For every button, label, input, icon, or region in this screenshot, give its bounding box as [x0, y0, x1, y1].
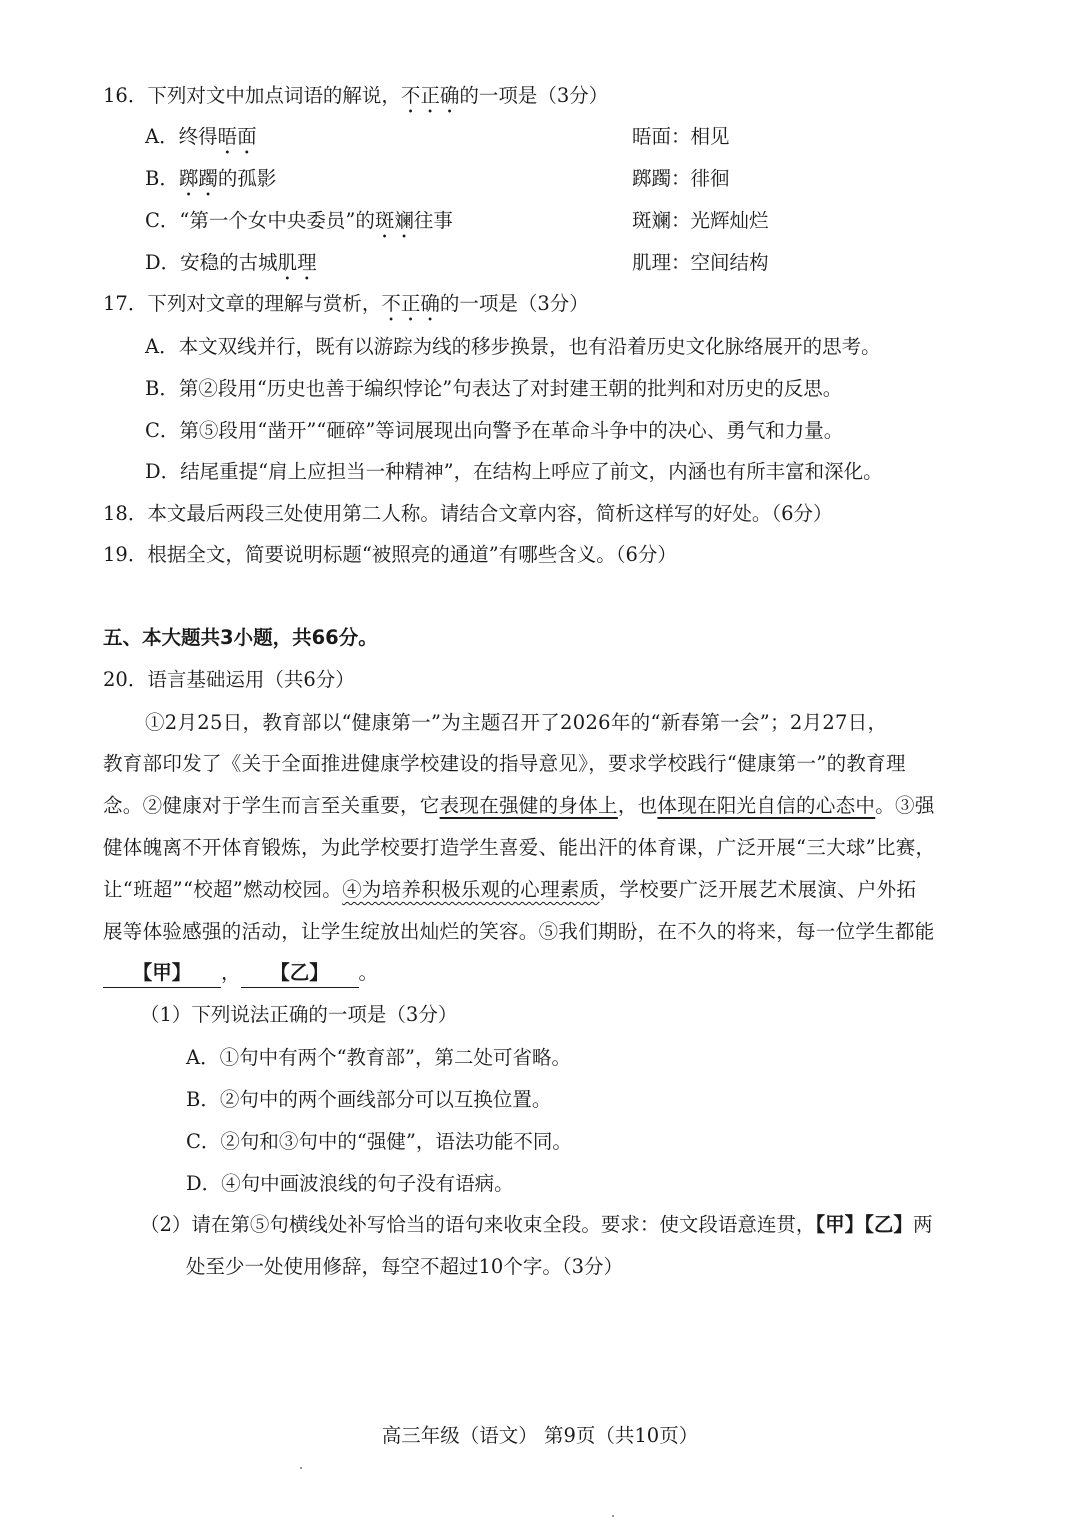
blank-jia: 【甲】	[103, 959, 221, 988]
q20-passage-line-2: 教育部印发了《关于全面推进健康学校建设的指导意见》，要求学校践行“健康第一”的教育理	[103, 752, 906, 775]
scan-speck	[300, 1467, 302, 1469]
q20-passage-line-3	[103, 792, 935, 820]
q16-option-d-gloss: 肌理：空间结构	[632, 251, 769, 274]
q17-option-c: C．第⑤段用“凿开”“砸碎”等词展现出向警予在革命斗争中的决心、勇气和力量。	[145, 419, 844, 442]
q20-passage-line-1: ①2月25日，教育部以“健康第一”为主题召开了2026年的“新春第一会”；2月27日，	[145, 711, 888, 734]
option-dotted-word: 晤面	[217, 125, 257, 148]
blank-yi: 【乙】	[241, 959, 359, 988]
q16-stem-text: 16．下列对文中加点词语的解说，	[103, 84, 401, 107]
q20-sub1-option-d: D．④句中画波浪线的句子没有语病。	[186, 1172, 514, 1195]
q20-sub1-stem: （1）下列说法正确的一项是（3分）	[140, 1003, 458, 1026]
q16-stem-tail: 的一项是（3分）	[459, 84, 609, 107]
option-dotted-word: 斑斓	[374, 209, 414, 232]
section-heading: 五、本大题共3小题，共66分。	[103, 626, 378, 649]
q20-sub2-line-1	[140, 1211, 932, 1239]
q17-stem-tail: 的一项是（3分）	[439, 292, 589, 315]
q16-option-c-gloss: 斑斓：光辉灿烂	[632, 209, 769, 232]
q17-option-b: B．第②段用“历史也善于编织悖论”句表达了对封建王朝的批判和对历史的反思。	[145, 377, 843, 400]
underlined-phrase-2: 体现在阳光自信的心态中	[657, 794, 876, 817]
option-text: D．安稳的古城	[145, 251, 278, 274]
q19: 19．根据全文，简要说明标题“被照亮的通道”有哪些含义。（6分）	[103, 543, 677, 566]
q17-option-d: D．结尾重提“肩上应担当一种精神”，在结构上呼应了前文，内涵也有所丰富和深化。	[145, 460, 883, 483]
sub2-text: （2）请在第⑤句横线处补写恰当的语句来收束全段。要求：使文段语意连贯，	[140, 1213, 816, 1236]
q20-passage-line-4: 健体魄离不开体育锻炼，为此学校要打造学生喜爱、能出汗的体育课，广泛开展“三大球”比赛，	[103, 836, 936, 859]
q18: 18．本文最后两段三处使用第二人称。请结合文章内容，简析这样写的好处。（6分）	[103, 502, 833, 525]
q20-passage-line-5	[103, 876, 916, 904]
q16-stem	[103, 82, 608, 118]
q20-blanks	[103, 959, 378, 988]
q20-sub1-option-b: B．②句中的两个画线部分可以互换位置。	[186, 1088, 552, 1111]
q20-sub1-option-c: C．②句和③句中的“强健”，语法功能不同。	[186, 1130, 572, 1153]
page-footer: 高三年级（语文） 第9页（共10页）	[381, 1424, 699, 1447]
q20-sub2-line-2: 处至少一处使用修辞，每空不超过10个字。（3分）	[186, 1255, 623, 1278]
option-text: A．终得	[145, 125, 218, 148]
q20-passage-line-6: 展等体验感强的活动，让学生绽放出灿烂的笑容。⑤我们期盼，在不久的将来，每一位学生都能	[103, 920, 935, 943]
passage-text: 念。②健康对于学生而言至关重要，它	[103, 794, 440, 817]
q20-sub1-option-a: A．①句中有两个“教育部”，第二处可省略。	[186, 1046, 572, 1069]
q16-option-b	[145, 165, 276, 201]
option-text: C．“第一个女中央委员”的	[145, 209, 375, 232]
sub2-text: 两	[912, 1213, 933, 1236]
passage-text: ，也	[617, 794, 658, 817]
q20-title: 20．语言基础运用（共6分）	[103, 668, 355, 691]
option-text: 往事	[413, 209, 453, 232]
q17-stem	[103, 290, 589, 326]
blank-separator: ，	[221, 961, 241, 984]
sub2-brackets: 【甲】【乙】	[815, 1213, 913, 1236]
wavy-underlined-sentence: ④为培养积极乐观的心理素质	[342, 878, 600, 901]
option-dotted-word: 肌理	[277, 251, 317, 274]
q16-option-a-gloss: 晤面：相见	[632, 125, 730, 148]
passage-text: ，学校要广泛开展艺术展演、户外拓	[599, 878, 917, 901]
underlined-phrase-1: 表现在强健的身体上	[439, 794, 618, 817]
blank-end: 。	[358, 961, 379, 984]
q17-option-a: A．本文双线并行，既有以游踪为线的移步换景，也有沿着历史文化脉络展开的思考。	[145, 335, 881, 358]
q16-option-b-gloss: 踯躅：徘徊	[632, 167, 730, 190]
passage-text: 。③强	[875, 794, 935, 817]
q16-option-c	[145, 207, 453, 243]
option-text: 的孤影	[217, 167, 277, 190]
option-dotted-word: 踯躅	[178, 167, 218, 190]
q17-stem-emphasis: 不正确	[381, 292, 440, 315]
q17-stem-text: 17．下列对文章的理解与赏析，	[103, 292, 382, 315]
q16-option-a	[145, 123, 257, 159]
q16-option-d	[145, 249, 317, 285]
scan-speck	[612, 1515, 614, 1517]
option-text: B．	[145, 167, 179, 190]
passage-text: 让“班超”“校超”燃动校园。	[103, 878, 343, 901]
q16-stem-emphasis: 不正确	[400, 84, 460, 107]
